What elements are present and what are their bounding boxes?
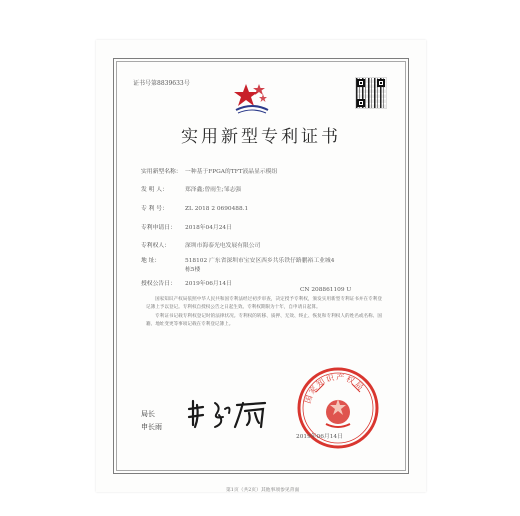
field-patent-number: 专 利 号： ZL 2018 2 0690488.1 — [141, 206, 249, 212]
signature-date: 2019年06月14日 — [296, 434, 343, 440]
director-label: 局长 申长雨 — [141, 410, 162, 431]
field-inventors: 发 明 人： 郑泽鑫;曾雨生;邹志强 — [141, 187, 242, 193]
footer-note: 第1页（共2页）其他事项参见背面 — [226, 488, 300, 493]
field-grant-announcement-date: 授权公告日： 2019年06月14日 — [141, 281, 232, 287]
qr-code — [355, 77, 387, 109]
field-application-date: 专利申请日： 2018年04月24日 — [141, 225, 232, 231]
seal-text: 国家知识产权局 — [303, 372, 367, 405]
field-grant-announcement-number: CN 208861109 U — [300, 287, 352, 293]
director-signature — [185, 397, 275, 431]
field-address: 地 址： 518102 广东省深圳市宝安区西乡共乐铁仔路鹏裕工业城4 栋5楼 — [141, 258, 335, 273]
field-utility-model-name: 实用新型名称： 一种基于FPGA的TFT液晶显示模组 — [141, 169, 278, 175]
certificate-title: 实用新型专利证书 — [181, 127, 341, 147]
certificate-body-text — [146, 296, 382, 329]
body-paragraph: 国家知识产权局依照中华人民共和国专利法经过初步审查，决定授予专利权，颁发实用新型专利证书并在专利登记簿上予以登记。专利权自授权公告之日起生效。专利权期限为十年，自申请日起算。 — [146, 297, 382, 311]
certificate-number: 证书号第8839633号 — [133, 80, 190, 87]
patent-office-emblem-icon — [232, 80, 272, 116]
body-paragraph: 专利证书记载专利权登记时的法律状况。专利权的转移、质押、无效、终止、恢复和专利权人的姓名或名称、国籍、地址变更等事项记载在专利登记簿上。 — [146, 313, 382, 327]
field-patentee: 专利权人： 深圳市海泰光电发展有限公司 — [141, 243, 261, 249]
